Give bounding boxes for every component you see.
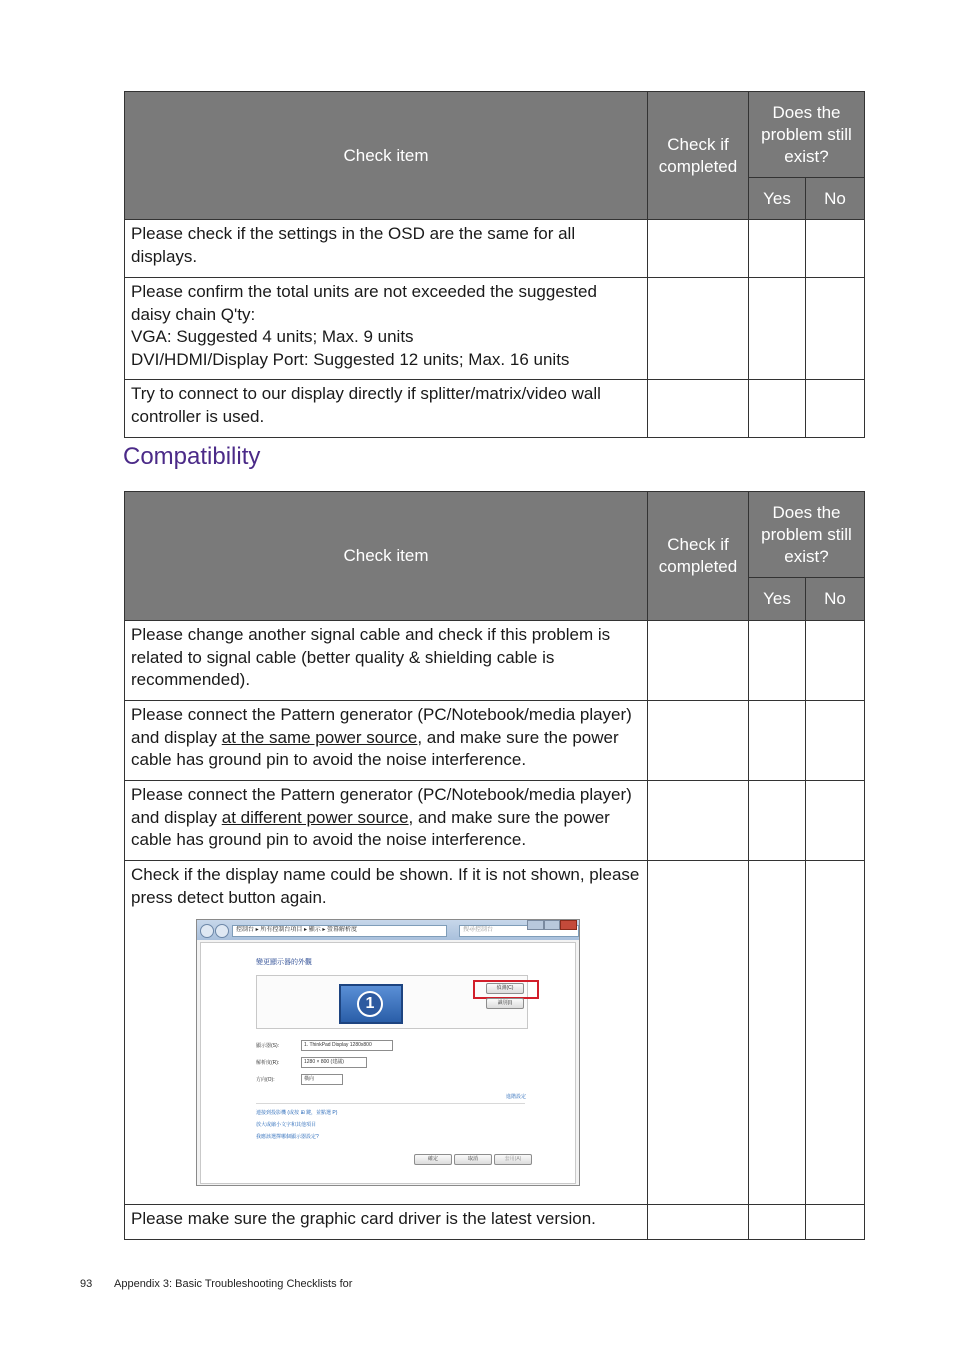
check-item-text bbox=[125, 278, 648, 380]
check-item-line: Please confirm the total units are not exceeded the suggested daisy chain Q'ty: bbox=[131, 282, 597, 324]
header-problem-exists: Does the problem still exist? bbox=[749, 492, 865, 578]
identify-button: 識別(I) bbox=[486, 998, 524, 1009]
ok-button: 確定 bbox=[414, 1154, 452, 1165]
check-item-text: Please change another signal cable and check if this problem is related to signal cable (better quality & shielding cable is recommended). bbox=[125, 621, 648, 701]
table-row bbox=[125, 278, 865, 380]
no-cell[interactable] bbox=[806, 701, 865, 781]
header-no: No bbox=[806, 178, 865, 220]
table-row bbox=[125, 1205, 865, 1240]
page-number: 93 bbox=[80, 1278, 93, 1290]
completed-cell[interactable] bbox=[648, 278, 749, 380]
header-check-item: Check item bbox=[125, 492, 648, 621]
check-item-text-pre: Please connect the Pattern generator (PC/Notebook/media player) and display bbox=[131, 705, 632, 747]
display-settings-link: 我應該選擇哪個顯示器設定? bbox=[256, 1134, 319, 1140]
check-item-text bbox=[125, 701, 648, 781]
detect-button: 偵測(C) bbox=[486, 983, 524, 994]
header-problem-exists: Does the problem still exist? bbox=[749, 92, 865, 178]
completed-cell[interactable] bbox=[648, 861, 749, 1205]
checklist-table-2 bbox=[124, 491, 865, 1240]
orientation-label: 方向(O): bbox=[256, 1077, 275, 1083]
completed-cell[interactable] bbox=[648, 220, 749, 278]
window-titlebar bbox=[197, 920, 579, 940]
dialog-heading: 變更顯示器的外觀 bbox=[256, 959, 312, 966]
monitor-icon bbox=[339, 984, 403, 1024]
section-title: Compatibility bbox=[123, 443, 261, 470]
yes-cell[interactable] bbox=[749, 781, 806, 861]
check-item-text bbox=[125, 861, 648, 1205]
address-bar: 控制台 ▸ 所有控制台項目 ▸ 顯示 ▸ 螢幕解析度 bbox=[232, 925, 447, 937]
check-item-text-pre: Please connect the Pattern generator (PC/Notebook/media player) and display bbox=[131, 785, 632, 827]
no-cell[interactable] bbox=[806, 278, 865, 380]
window-controls bbox=[527, 920, 577, 928]
check-item-text: Try to connect to our display directly if splitter/matrix/video wall controller is used. bbox=[125, 380, 648, 438]
header-check-if-completed: Check if completed bbox=[648, 492, 749, 621]
check-item-text-post: , and make sure the power cable has ground pin to avoid the noise interference. bbox=[131, 807, 610, 849]
no-cell[interactable] bbox=[806, 781, 865, 861]
maximize-icon bbox=[544, 920, 561, 930]
screen-resolution-screenshot bbox=[196, 919, 580, 1186]
text-size-link: 放大或縮小文字和其他項目 bbox=[256, 1122, 317, 1128]
no-cell[interactable] bbox=[806, 621, 865, 701]
forward-icon bbox=[215, 924, 229, 938]
check-item-text: Please check if the settings in the OSD are the same for all displays. bbox=[125, 220, 648, 278]
checklist-table-1 bbox=[124, 91, 865, 438]
yes-cell[interactable] bbox=[749, 701, 806, 781]
minimize-icon bbox=[527, 920, 544, 930]
header-check-item: Check item bbox=[125, 92, 648, 220]
monitor-number: 1 bbox=[357, 991, 383, 1017]
projector-link: 連接到投影機 (或按 ⊞ 鍵，並點選 P) bbox=[256, 1110, 338, 1116]
no-cell[interactable] bbox=[806, 220, 865, 278]
check-item-line: Check if the display name could be shown. If it is not shown, please press detect button again. bbox=[131, 865, 640, 907]
no-cell[interactable] bbox=[806, 1205, 865, 1240]
table-row bbox=[125, 621, 865, 701]
underlined-phrase: at the same power source bbox=[221, 727, 418, 747]
completed-cell[interactable] bbox=[648, 621, 749, 701]
table-row bbox=[125, 861, 865, 1205]
yes-cell[interactable] bbox=[749, 621, 806, 701]
table-row bbox=[125, 380, 865, 438]
yes-cell[interactable] bbox=[749, 278, 806, 380]
advanced-settings-link: 進階設定 bbox=[506, 1094, 527, 1100]
no-cell[interactable] bbox=[806, 861, 865, 1205]
search-box: 搜尋控制台 bbox=[459, 925, 579, 937]
close-icon bbox=[560, 920, 577, 930]
display-label: 顯示器(S): bbox=[256, 1043, 280, 1049]
yes-cell[interactable] bbox=[749, 220, 806, 278]
header-yes: Yes bbox=[749, 578, 806, 621]
check-item-text: Please make sure the graphic card driver is the latest version. bbox=[125, 1205, 648, 1240]
display-preview bbox=[256, 975, 528, 1029]
footer-text: Appendix 3: Basic Troubleshooting Checklists for bbox=[114, 1278, 353, 1290]
completed-cell[interactable] bbox=[648, 1205, 749, 1240]
completed-cell[interactable] bbox=[648, 701, 749, 781]
check-item-line: VGA: Suggested 4 units; Max. 9 units bbox=[131, 327, 414, 346]
no-cell[interactable] bbox=[806, 380, 865, 438]
header-check-if-completed: Check if completed bbox=[648, 92, 749, 220]
table-row bbox=[125, 701, 865, 781]
yes-cell[interactable] bbox=[749, 861, 806, 1205]
completed-cell[interactable] bbox=[648, 380, 749, 438]
table-row bbox=[125, 220, 865, 278]
check-item-text-post: , and make sure the power cable has ground pin to avoid the noise interference. bbox=[131, 727, 619, 769]
back-icon bbox=[200, 924, 214, 938]
cancel-button: 取消 bbox=[454, 1154, 492, 1165]
header-no: No bbox=[806, 578, 865, 621]
apply-button: 套用(A) bbox=[494, 1154, 532, 1165]
window-content bbox=[200, 942, 576, 1184]
divider bbox=[256, 1103, 525, 1104]
resolution-label: 解析度(R): bbox=[256, 1060, 280, 1066]
completed-cell[interactable] bbox=[648, 781, 749, 861]
yes-cell[interactable] bbox=[749, 1205, 806, 1240]
underlined-phrase: at different power source bbox=[221, 807, 409, 827]
header-yes: Yes bbox=[749, 178, 806, 220]
yes-cell[interactable] bbox=[749, 380, 806, 438]
table-row bbox=[125, 781, 865, 861]
resolution-select: 1280 × 800 (建議) bbox=[301, 1057, 367, 1068]
check-item-text bbox=[125, 781, 648, 861]
display-select: 1. ThinkPad Display 1280x800 bbox=[301, 1040, 393, 1051]
check-item-line: DVI/HDMI/Display Port: Suggested 12 units; Max. 16 units bbox=[131, 349, 570, 369]
orientation-select: 橫向 bbox=[301, 1074, 343, 1085]
